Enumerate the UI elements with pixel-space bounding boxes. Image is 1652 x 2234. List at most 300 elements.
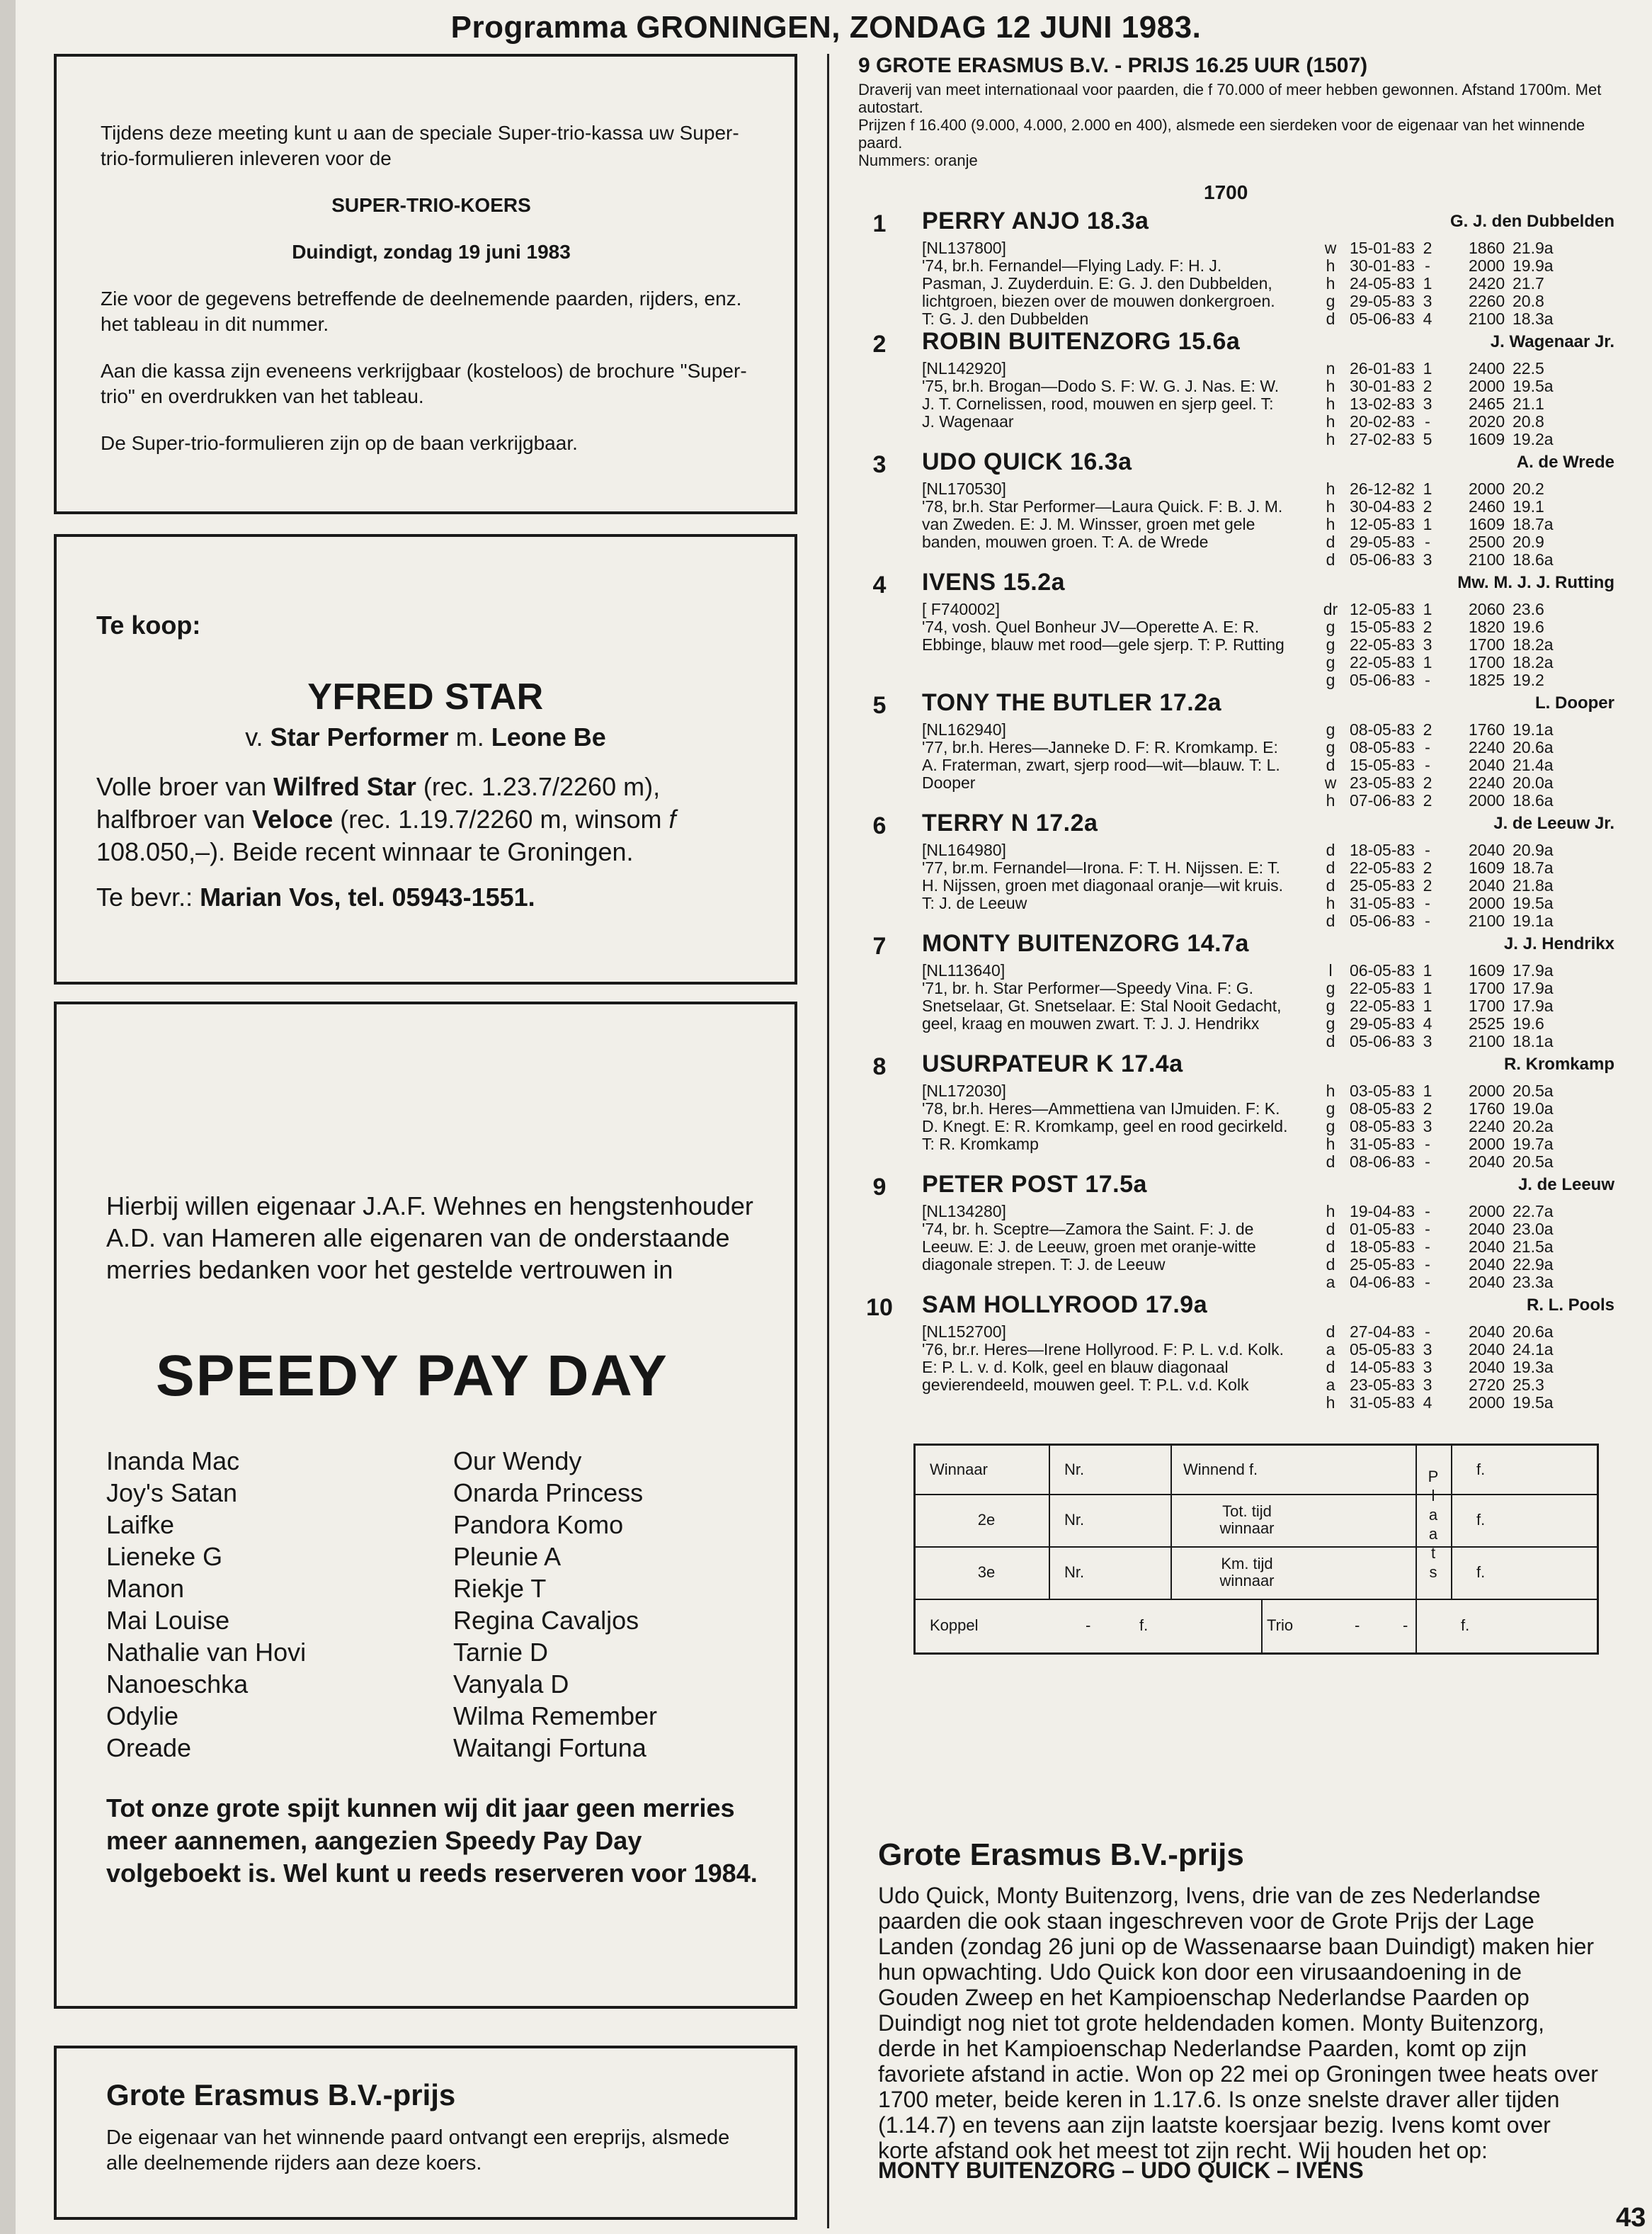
plaats-letter: t [1430, 1544, 1436, 1562]
form-row [1320, 980, 1610, 997]
form-track: d [1326, 533, 1335, 551]
form-time: 20.8 [1513, 292, 1544, 310]
form-time: 19.2 [1513, 671, 1544, 689]
form-row [1320, 1341, 1610, 1359]
form-track: w [1324, 239, 1337, 257]
form-place: - [1425, 1255, 1430, 1274]
mare-name: Nathalie van Hovi [106, 1638, 307, 1667]
plaats-letter: a [1428, 1525, 1438, 1543]
form-row [1320, 721, 1610, 739]
form-date: 05-06-83 [1350, 912, 1415, 930]
form-track: g [1326, 979, 1335, 997]
mare-name: Tarnie D [453, 1638, 549, 1667]
mares-list-left [106, 1445, 453, 1764]
runner-info [922, 1323, 1290, 1394]
form-place: 2 [1423, 773, 1432, 792]
runner-info [922, 721, 1290, 792]
form-time: 19.9a [1513, 256, 1554, 275]
form-time: 18.6a [1513, 791, 1554, 810]
desc-brother-1: Wilfred Star [273, 772, 416, 801]
form-date: 27-02-83 [1350, 430, 1415, 448]
form-place: 3 [1423, 1340, 1432, 1359]
runner-description: '76, br.r. Heres—Irene Hollyrood. F: P. L. v.d. Kolk. E: P. L. v. d. Kolk, geel en blauw diagonaal gevierendeeld, mouwen geel. T: P.L. v.d. Kolk [922, 1340, 1284, 1394]
form-place: - [1425, 1237, 1430, 1256]
form-place: 3 [1423, 1032, 1432, 1050]
form-place: - [1425, 1152, 1430, 1171]
form-row [1320, 601, 1610, 618]
for-sale-ad [54, 534, 797, 985]
form-date: 03-05-83 [1350, 1082, 1415, 1100]
form-distance: 2500 [1469, 533, 1505, 551]
desc-text-4: 108.050,–). Beide recent winnaar te Groningen. [96, 837, 634, 866]
form-time: 18.3a [1513, 310, 1554, 328]
form-row [1320, 1220, 1610, 1238]
form-distance: 2000 [1469, 1135, 1505, 1153]
form-place: - [1425, 1220, 1430, 1238]
form-track: d [1326, 876, 1335, 895]
table-rule [1261, 1599, 1263, 1652]
desc-text-2: (rec. 1.23.7/2260 m), halfbroer van [96, 772, 661, 834]
form-row [1320, 739, 1610, 756]
plaats-letter: a [1428, 1506, 1438, 1524]
form-row [1320, 413, 1610, 431]
for-sale-description [96, 771, 766, 868]
form-track: h [1326, 274, 1335, 293]
form-row [1320, 671, 1610, 689]
form-row [1320, 618, 1610, 636]
runner-name: PETER POST 17.5a [922, 1171, 1147, 1198]
form-row [1320, 1274, 1610, 1291]
form-track: d [1326, 1032, 1335, 1050]
form-track: h [1326, 515, 1335, 533]
race-distance: 1700 [1204, 181, 1248, 203]
form-time: 19.1a [1513, 912, 1554, 930]
table-rule [1451, 1446, 1452, 1599]
mare-name: Waitangi Fortuna [453, 1733, 646, 1762]
form-distance: 2040 [1469, 1340, 1505, 1359]
form-distance: 1700 [1469, 997, 1505, 1015]
runner-number: 5 [872, 692, 887, 719]
form-track: d [1326, 841, 1335, 859]
form-place: 5 [1423, 430, 1432, 448]
form-row [1320, 239, 1610, 257]
plaats-letter: s [1429, 1563, 1437, 1581]
form-time: 17.9a [1513, 979, 1554, 997]
desc-brother-2: Veloce [252, 805, 334, 834]
form-row [1320, 895, 1610, 912]
runner-description: '71, br. h. Star Performer—Speedy Vina. F: G. Snetselaar, Gt. Snetselaar. E: Stal Nooit Gedacht, geel, kraag en mouwen zwart. T: J. J. Hendrikx [922, 979, 1282, 1033]
mare-name: Pleunie A [453, 1542, 562, 1571]
form-place: 1 [1423, 961, 1432, 980]
form-row [1320, 1376, 1610, 1394]
form-distance: 2000 [1469, 480, 1505, 498]
form-place: 4 [1423, 1014, 1432, 1033]
form-row [1320, 774, 1610, 792]
form-date: 22-05-83 [1350, 997, 1415, 1015]
runner-description: '75, br.h. Brogan—Dodo S. F: W. G. J. Nas. E: W. J. T. Cornelissen, rood, mouwen en sjerp geel. T: J. Wagenaar [922, 377, 1280, 431]
runner-form [1320, 601, 1610, 689]
form-distance: 2525 [1469, 1014, 1505, 1033]
runner-form [1320, 239, 1610, 328]
race-prizes: Prijzen f 16.400 (9.000, 4.000, 2.000 en 400), alsmede een sierdeken voor de eigenaar van het winnende paard. [858, 116, 1585, 152]
form-distance: 2000 [1469, 256, 1505, 275]
koppel-dash: - [1086, 1616, 1091, 1634]
form-track: a [1326, 1273, 1335, 1291]
form-distance: 2100 [1469, 310, 1505, 328]
form-track: h [1326, 894, 1335, 912]
speedy-closing: Tot onze grote spijt kunnen wij dit jaar geen merries meer aannemen, aangezien Speedy Pay Day volgeboekt is. Wel kunt u reeds reserveren voor 1984. [106, 1793, 758, 1888]
form-place: - [1425, 671, 1430, 689]
form-row [1320, 431, 1610, 448]
runner-form [1320, 1082, 1610, 1171]
form-date: 30-01-83 [1350, 377, 1415, 395]
form-date: 08-05-83 [1350, 738, 1415, 756]
form-distance: 2100 [1469, 912, 1505, 930]
form-time: 20.2 [1513, 480, 1544, 498]
runner-code: [NL172030] [922, 1082, 1006, 1100]
runner-form [1320, 721, 1610, 810]
runner-trainer: A. de Wrede [1516, 453, 1614, 472]
runner-description: '74, br.h. Fernandel—Flying Lady. F: H. J. Pasman, J. Zuyderduin. E: G. J. den Dubbelden, lichtgroen, biezen over de mouwen donkergroen. T: G. J. den Dubbelden [922, 256, 1275, 328]
form-track: h [1326, 480, 1335, 498]
runner-name: IVENS 15.2a [922, 569, 1066, 596]
form-distance: 2000 [1469, 894, 1505, 912]
mare-name: Our Wendy [453, 1446, 582, 1475]
runner-code: [ F740002] [922, 600, 1000, 618]
form-row [1320, 1394, 1610, 1412]
runner-description: '77, br.m. Fernandel—Irona. F: T. H. Nijssen. E: T. H. Nijssen, groen met diagonaal oranje—wit kruis. T: J. de Leeuw [922, 858, 1284, 912]
runner-name: USURPATEUR K 17.4a [922, 1050, 1183, 1077]
second-label: 2e [977, 1511, 996, 1529]
pedigree-v: v. [245, 722, 263, 752]
form-time: 19.6 [1513, 618, 1544, 636]
runner-trainer: R. Kromkamp [1503, 1055, 1614, 1074]
form-date: 22-05-83 [1350, 653, 1415, 671]
form-row [1320, 1323, 1610, 1341]
form-place: 2 [1423, 791, 1432, 810]
form-time: 19.6 [1513, 1014, 1544, 1033]
form-date: 26-01-83 [1350, 359, 1415, 378]
for-sale-horse-name: YFRED STAR [307, 676, 544, 718]
form-track: w [1324, 773, 1337, 792]
form-time: 20.6a [1513, 738, 1554, 756]
form-date: 30-01-83 [1350, 256, 1415, 275]
mare-name: Inanda Mac [106, 1446, 240, 1475]
form-time: 17.9a [1513, 997, 1554, 1015]
form-date: 12-05-83 [1350, 600, 1415, 618]
form-date: 25-05-83 [1350, 1255, 1415, 1274]
erasmus-box-heading: Grote Erasmus B.V.-prijs [106, 2078, 456, 2111]
form-date: 05-06-83 [1350, 1032, 1415, 1050]
results-table [913, 1444, 1599, 1655]
form-row [1320, 636, 1610, 654]
tot-tijd-label [1183, 1494, 1311, 1546]
form-row [1320, 654, 1610, 671]
form-distance: 1609 [1469, 858, 1505, 877]
form-time: 20.9a [1513, 841, 1554, 859]
form-row [1320, 962, 1610, 980]
form-place: 3 [1423, 635, 1432, 654]
runner-trainer: L. Dooper [1535, 693, 1614, 713]
form-place: 3 [1423, 292, 1432, 310]
form-date: 14-05-83 [1350, 1358, 1415, 1376]
form-place: - [1425, 912, 1430, 930]
form-date: 23-05-83 [1350, 1376, 1415, 1394]
form-time: 18.1a [1513, 1032, 1554, 1050]
form-track: d [1326, 310, 1335, 328]
desc-florin: f [668, 805, 676, 834]
winner-label: Winnaar [930, 1461, 988, 1478]
form-track: d [1326, 756, 1335, 774]
form-row [1320, 997, 1610, 1015]
form-place: 3 [1423, 1117, 1432, 1135]
form-date: 05-06-83 [1350, 671, 1415, 689]
form-distance: 2040 [1469, 876, 1505, 895]
super-trio-forms: De Super-trio-formulieren zijn op de baan verkrijgbaar. [101, 432, 578, 454]
form-row [1320, 480, 1610, 498]
erasmus-box-text: De eigenaar van het winnende paard ontvangt een ereprijs, alsmede alle deelnemende rijders aan deze koers. [106, 2126, 730, 2175]
form-distance: 2060 [1469, 600, 1505, 618]
form-place: 1 [1423, 515, 1432, 533]
race-description [858, 81, 1609, 169]
form-place: 1 [1423, 979, 1432, 997]
runner-form [1320, 841, 1610, 930]
form-time: 21.7 [1513, 274, 1544, 293]
form-time: 20.5a [1513, 1082, 1554, 1100]
form-row [1320, 310, 1610, 328]
form-place: 1 [1423, 359, 1432, 378]
runner-trainer: J. J. Hendrikx [1503, 934, 1614, 953]
trio-label: Trio [1267, 1616, 1294, 1634]
race-conditions: Draverij van meet internationaal voor paarden, die f 70.000 of meer hebben gewonnen. Afstand 1700m. Met autostart. [858, 81, 1602, 116]
form-time: 23.6 [1513, 600, 1544, 618]
form-time: 22.9a [1513, 1255, 1554, 1274]
form-date: 13-02-83 [1350, 395, 1415, 413]
super-trio-heading: SUPER-TRIO-KOERS [331, 194, 531, 216]
form-track: g [1326, 671, 1335, 689]
form-place: - [1425, 738, 1430, 756]
form-place: 1 [1423, 480, 1432, 498]
form-time: 25.3 [1513, 1376, 1544, 1394]
form-distance: 2420 [1469, 274, 1505, 293]
form-time: 19.5a [1513, 377, 1554, 395]
runner-trainer: J. de Leeuw Jr. [1493, 814, 1614, 833]
form-distance: 2240 [1469, 1117, 1505, 1135]
form-row [1320, 1015, 1610, 1033]
form-distance: 1700 [1469, 979, 1505, 997]
form-track: d [1326, 1322, 1335, 1341]
super-trio-notice [54, 54, 797, 514]
form-track: g [1326, 738, 1335, 756]
form-time: 21.9a [1513, 239, 1554, 257]
form-distance: 2040 [1469, 1220, 1505, 1238]
super-trio-brochure: Aan die kassa zijn eveneens verkrijgbaar (kosteloos) de brochure "Super-trio" en overdrukken van het tableau. [101, 360, 747, 407]
km-tijd-label [1183, 1546, 1311, 1599]
runner-number: 4 [872, 572, 887, 599]
form-row [1320, 1359, 1610, 1376]
form-row [1320, 395, 1610, 413]
form-distance: 2000 [1469, 1082, 1505, 1100]
form-track: h [1326, 412, 1335, 431]
form-track: d [1326, 1255, 1335, 1274]
form-row [1320, 912, 1610, 930]
form-track: h [1326, 1202, 1335, 1220]
form-place: 4 [1423, 1393, 1432, 1412]
column-divider [827, 54, 829, 2228]
form-place: 3 [1423, 1376, 1432, 1394]
runner-number: 10 [866, 1294, 893, 1321]
form-date: 08-05-83 [1350, 1099, 1415, 1118]
form-row [1320, 859, 1610, 877]
form-time: 18.7a [1513, 515, 1554, 533]
runner-code: [NL134280] [922, 1202, 1006, 1220]
form-date: 08-05-83 [1350, 1117, 1415, 1135]
form-track: g [1326, 1014, 1335, 1033]
form-row [1320, 1153, 1610, 1171]
form-time: 23.3a [1513, 1273, 1554, 1291]
winner-nr: Nr. [1064, 1461, 1085, 1478]
runner-name: TERRY N 17.2a [922, 810, 1098, 837]
form-place: 1 [1423, 274, 1432, 293]
form-date: 30-04-83 [1350, 497, 1415, 516]
form-date: 18-05-83 [1350, 841, 1415, 859]
page-number: 43 [1616, 2203, 1646, 2233]
form-track: h [1326, 497, 1335, 516]
form-time: 19.5a [1513, 894, 1554, 912]
form-track: l [1328, 961, 1333, 980]
mare-name: Oreade [106, 1733, 192, 1762]
koppel-label: Koppel [930, 1616, 979, 1634]
form-date: 22-05-83 [1350, 858, 1415, 877]
form-distance: 1860 [1469, 239, 1505, 257]
form-time: 19.7a [1513, 1135, 1554, 1153]
runner-code: [NL142920] [922, 359, 1006, 378]
form-track: g [1326, 635, 1335, 654]
form-date: 05-06-83 [1350, 550, 1415, 569]
tot-tijd-line-2: winnaar [1219, 1519, 1275, 1537]
form-time: 23.0a [1513, 1220, 1554, 1238]
form-distance: 2260 [1469, 292, 1505, 310]
mare-name: Nanoeschka [106, 1669, 249, 1699]
form-row [1320, 1033, 1610, 1050]
speedy-stallion-name: SPEEDY PAY DAY [156, 1344, 668, 1408]
form-distance: 1700 [1469, 653, 1505, 671]
runner-description: '77, br.h. Heres—Janneke D. F: R. Kromkamp. E: A. Fraterman, zwart, sjerp rood—wit—blauw. T: L. Dooper [922, 738, 1280, 792]
speedy-pay-day-ad [54, 1002, 797, 2009]
form-place: 1 [1423, 997, 1432, 1015]
form-date: 25-05-83 [1350, 876, 1415, 895]
form-date: 05-06-83 [1350, 310, 1415, 328]
mares-list-right [453, 1445, 751, 1764]
form-place: - [1425, 1202, 1430, 1220]
runner-name: UDO QUICK 16.3a [922, 448, 1132, 475]
form-row [1320, 1238, 1610, 1256]
plaats-f-3: f. [1476, 1563, 1486, 1581]
form-distance: 2020 [1469, 412, 1505, 431]
form-time: 21.8a [1513, 876, 1554, 895]
mare-name: Regina Cavaljos [453, 1606, 639, 1635]
runner-number: 7 [872, 933, 887, 960]
runner-trainer: J. de Leeuw [1517, 1175, 1614, 1194]
form-time: 19.2a [1513, 430, 1554, 448]
super-trio-date: Duindigt, zondag 19 juni 1983 [292, 241, 571, 263]
mare-name: Manon [106, 1574, 185, 1603]
pedigree-sire: Star Performer [270, 722, 449, 752]
form-time: 19.5a [1513, 1393, 1554, 1412]
form-track: d [1326, 858, 1335, 877]
form-distance: 2000 [1469, 791, 1505, 810]
form-distance: 2040 [1469, 1255, 1505, 1274]
runner-description: '78, br.h. Star Performer—Laura Quick. F: B. J. M. van Zweden. E: J. M. Winsser, groen met gele banden, mouwen groen. T: A. de Wrede [922, 497, 1283, 551]
mare-name: Vanyala D [453, 1669, 569, 1699]
form-track: h [1326, 1082, 1335, 1100]
form-track: h [1326, 1135, 1335, 1153]
form-date: 29-05-83 [1350, 533, 1415, 551]
runner-description: '78, br.h. Heres—Ammettiena van IJmuiden. F: K. D. Knegt. E: R. Kromkamp, geel en rood gecirkeld. T: R. Kromkamp [922, 1099, 1288, 1153]
form-time: 20.9 [1513, 533, 1544, 551]
plaats-f-2: f. [1476, 1511, 1486, 1529]
form-date: 15-05-83 [1350, 756, 1415, 774]
form-distance: 2240 [1469, 773, 1505, 792]
form-place: 3 [1423, 550, 1432, 569]
form-track: h [1326, 377, 1335, 395]
form-distance: 2720 [1469, 1376, 1505, 1394]
form-row [1320, 1100, 1610, 1118]
form-distance: 1825 [1469, 671, 1505, 689]
runner-code: [NL164980] [922, 841, 1006, 859]
form-distance: 2040 [1469, 1152, 1505, 1171]
form-place: - [1425, 894, 1430, 912]
form-date: 23-05-83 [1350, 773, 1415, 792]
form-date: 22-05-83 [1350, 979, 1415, 997]
runner-form [1320, 1203, 1610, 1291]
plaats-vertical-label [1423, 1467, 1444, 1582]
page-title: Programma GRONINGEN, ZONDAG 12 JUNI 1983. [450, 10, 1202, 45]
form-track: g [1326, 1099, 1335, 1118]
form-place: 4 [1423, 310, 1432, 328]
form-time: 19.1 [1513, 497, 1544, 516]
form-distance: 1700 [1469, 635, 1505, 654]
runner-name: MONTY BUITENZORG 14.7a [922, 930, 1249, 957]
runner-trainer: Mw. M. J. J. Rutting [1457, 573, 1614, 592]
runner-trainer: G. J. den Dubbelden [1449, 212, 1614, 231]
article-text: Udo Quick, Monty Buitenzorg, Ivens, drie van de zes Nederlandse paarden die ook staan ingeschreven voor de Grote Prijs der Lage Landen (zondag 26 juni op de Wassenaarse baan Duindigt) maken hier hun opwachting. Udo Quick kon door een virusaandoening in de Gouden Zweep en het Kampioenschap Nederlandse Paarden op Duindigt nog niet tot grote heldendaden komen. Monty Buitenzorg, derde in het Kampioenschap Nederlandse Paarden, komt op zijn favoriete afstand in actie. Won op 22 mei op Groningen twee heats over 1700 meter, beide keren in 1.17.6. Is onze snelste draver aller tijden (1.14.7) en tevens aan zijn laatste koersjaar bezig. Ivens komt over korte afstand ook het meest tot zijn recht. Wij houden het op: [878, 1883, 1598, 2163]
second-nr: Nr. [1064, 1511, 1085, 1529]
super-trio-details: Zie voor de gegevens betreffende de deelnemende paarden, rijders, enz. het tableau in dit nummer. [101, 288, 742, 335]
runner-code: [NL113640] [922, 961, 1006, 980]
table-rule [916, 1599, 1597, 1600]
form-row [1320, 498, 1610, 516]
runner-number: 6 [872, 812, 887, 839]
runner-trainer: R. L. Pools [1526, 1295, 1614, 1315]
form-place: 2 [1423, 876, 1432, 895]
form-date: 29-05-83 [1350, 1014, 1415, 1033]
form-time: 20.5a [1513, 1152, 1554, 1171]
form-track: n [1326, 359, 1335, 378]
form-place: 1 [1423, 600, 1432, 618]
form-place: 3 [1423, 395, 1432, 413]
form-row [1320, 360, 1610, 378]
runner-form [1320, 962, 1610, 1050]
form-place: 1 [1423, 1082, 1432, 1100]
form-place: 2 [1423, 720, 1432, 739]
form-row [1320, 756, 1610, 774]
form-distance: 2000 [1469, 1202, 1505, 1220]
article-conclusion: MONTY BUITENZORG – UDO QUICK – IVENS [878, 2158, 1364, 2183]
form-row [1320, 378, 1610, 395]
speedy-intro: Hierbij willen eigenaar J.A.F. Wehnes en hengstenhouder A.D. van Hameren alle eigenaren van de onderstaande merries bedanken voor het gestelde vertrouwen in [106, 1191, 753, 1284]
plaats-f-1: f. [1476, 1461, 1486, 1478]
